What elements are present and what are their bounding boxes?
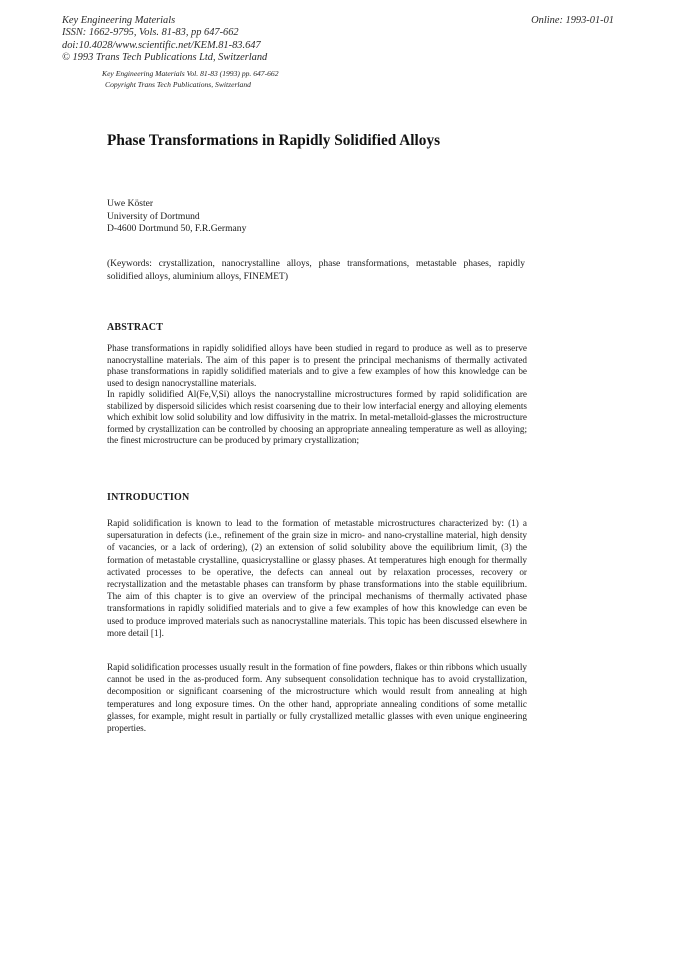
citation-metadata	[62, 15, 267, 64]
keywords: (Keywords: crystallization, nanocrystalline alloys, phase transformations, metastable phases, rapidly solidified alloys, aluminium alloys, FINEMET)	[107, 259, 525, 282]
author-name: Uwe Köster	[107, 198, 154, 209]
meta-issn: ISSN: 1662-9795, Vols. 81-83, pp 647-662	[62, 27, 239, 39]
introduction-paragraph-1: Rapid solidification is known to lead to the formation of metastable microstructures characterized by: (1) a supersaturation in defects (i.e., refinement of the grain size in micro- and nano-crystalline material, high density of vacancies, or a lack of ordering), (2) an extension of solid solubility above the equilibrium limit, (3) the formation of metastable crystalline, quasicrystalline or glassy phases. At temperatures high enough for thermally activated processes to be operative, the defects can anneal out by relaxation processes, recovery or recrystallization and the metastable phases can transform by phase transformations into the stable equilibrium. The aim of this chapter is to give an overview of the principal mechanisms of thermally activated phase transformations in rapidly solidified materials and to give a few examples of how this knowledge can even be used to produce improved materials such as nanocrystalline materials. This topic has been discussed elsewhere in more detail [1].	[107, 518, 527, 638]
introduction-paragraph-2: Rapid solidification processes usually result in the formation of fine powders, flakes or thin ribbons which usually cannot be used in the as-produced form. Any subsequent consolidation technique has to avoid crystallization, decomposition or significant coarsening of the microstructure which would result from annealing at high temperatures and long exposure times. On the other hand, appropriate annealing conditions of some metallic glasses, for example, might result in partially or fully crystallized metallic glasses with even unique engineering properties.	[107, 662, 527, 734]
abstract-paragraph-2: In rapidly solidified Al(Fe,V,Si) alloys the nanocrystalline microstructures formed by rapid solidification are stabilized by dispersoid silicides which resist coarsening due to their low interfacial energy and alloying elements which exhibit low solid solubility and low diffusivity in the matrix. In metal-metalloid-glasses the microstructure formed by crystallization can be controlled by choosing an appropriate annealing temperature as well as alloying; the finest microstructure can be produced by primary crystallization;	[107, 389, 527, 446]
abstract-heading: ABSTRACT	[107, 322, 164, 333]
journal-volume-line: Key Engineering Materials Vol. 81-83 (1993) pp. 647-662	[102, 69, 279, 78]
introduction-heading: INTRODUCTION	[107, 492, 190, 503]
online-date: Online: 1993-01-01	[531, 15, 614, 26]
abstract-paragraph-1: Phase transformations in rapidly solidified alloys have been studied in regard to produce as well as to preserve nanocrystalline materials. The aim of this paper is to present the principal mechanisms of thermally activated phase transformations in rapidly solidified materials and to give a few examples of how this knowledge can be used to design nanocrystalline materials.	[107, 343, 527, 388]
author-address: D-4600 Dortmund 50, F.R.Germany	[107, 223, 247, 235]
meta-copyright: © 1993 Trans Tech Publications Ltd, Switzerland	[62, 51, 268, 63]
author-block	[107, 198, 246, 236]
meta-journal: Key Engineering Materials	[62, 15, 176, 26]
journal-reference	[102, 69, 279, 90]
journal-copyright-line: Copyright Trans Tech Publications, Switzerland	[105, 79, 251, 89]
author-affiliation: University of Dortmund	[107, 210, 200, 222]
paper-title: Phase Transformations in Rapidly Solidified Alloys	[107, 132, 441, 149]
meta-doi: doi:10.4028/www.scientific.net/KEM.81-83.647	[62, 39, 261, 51]
